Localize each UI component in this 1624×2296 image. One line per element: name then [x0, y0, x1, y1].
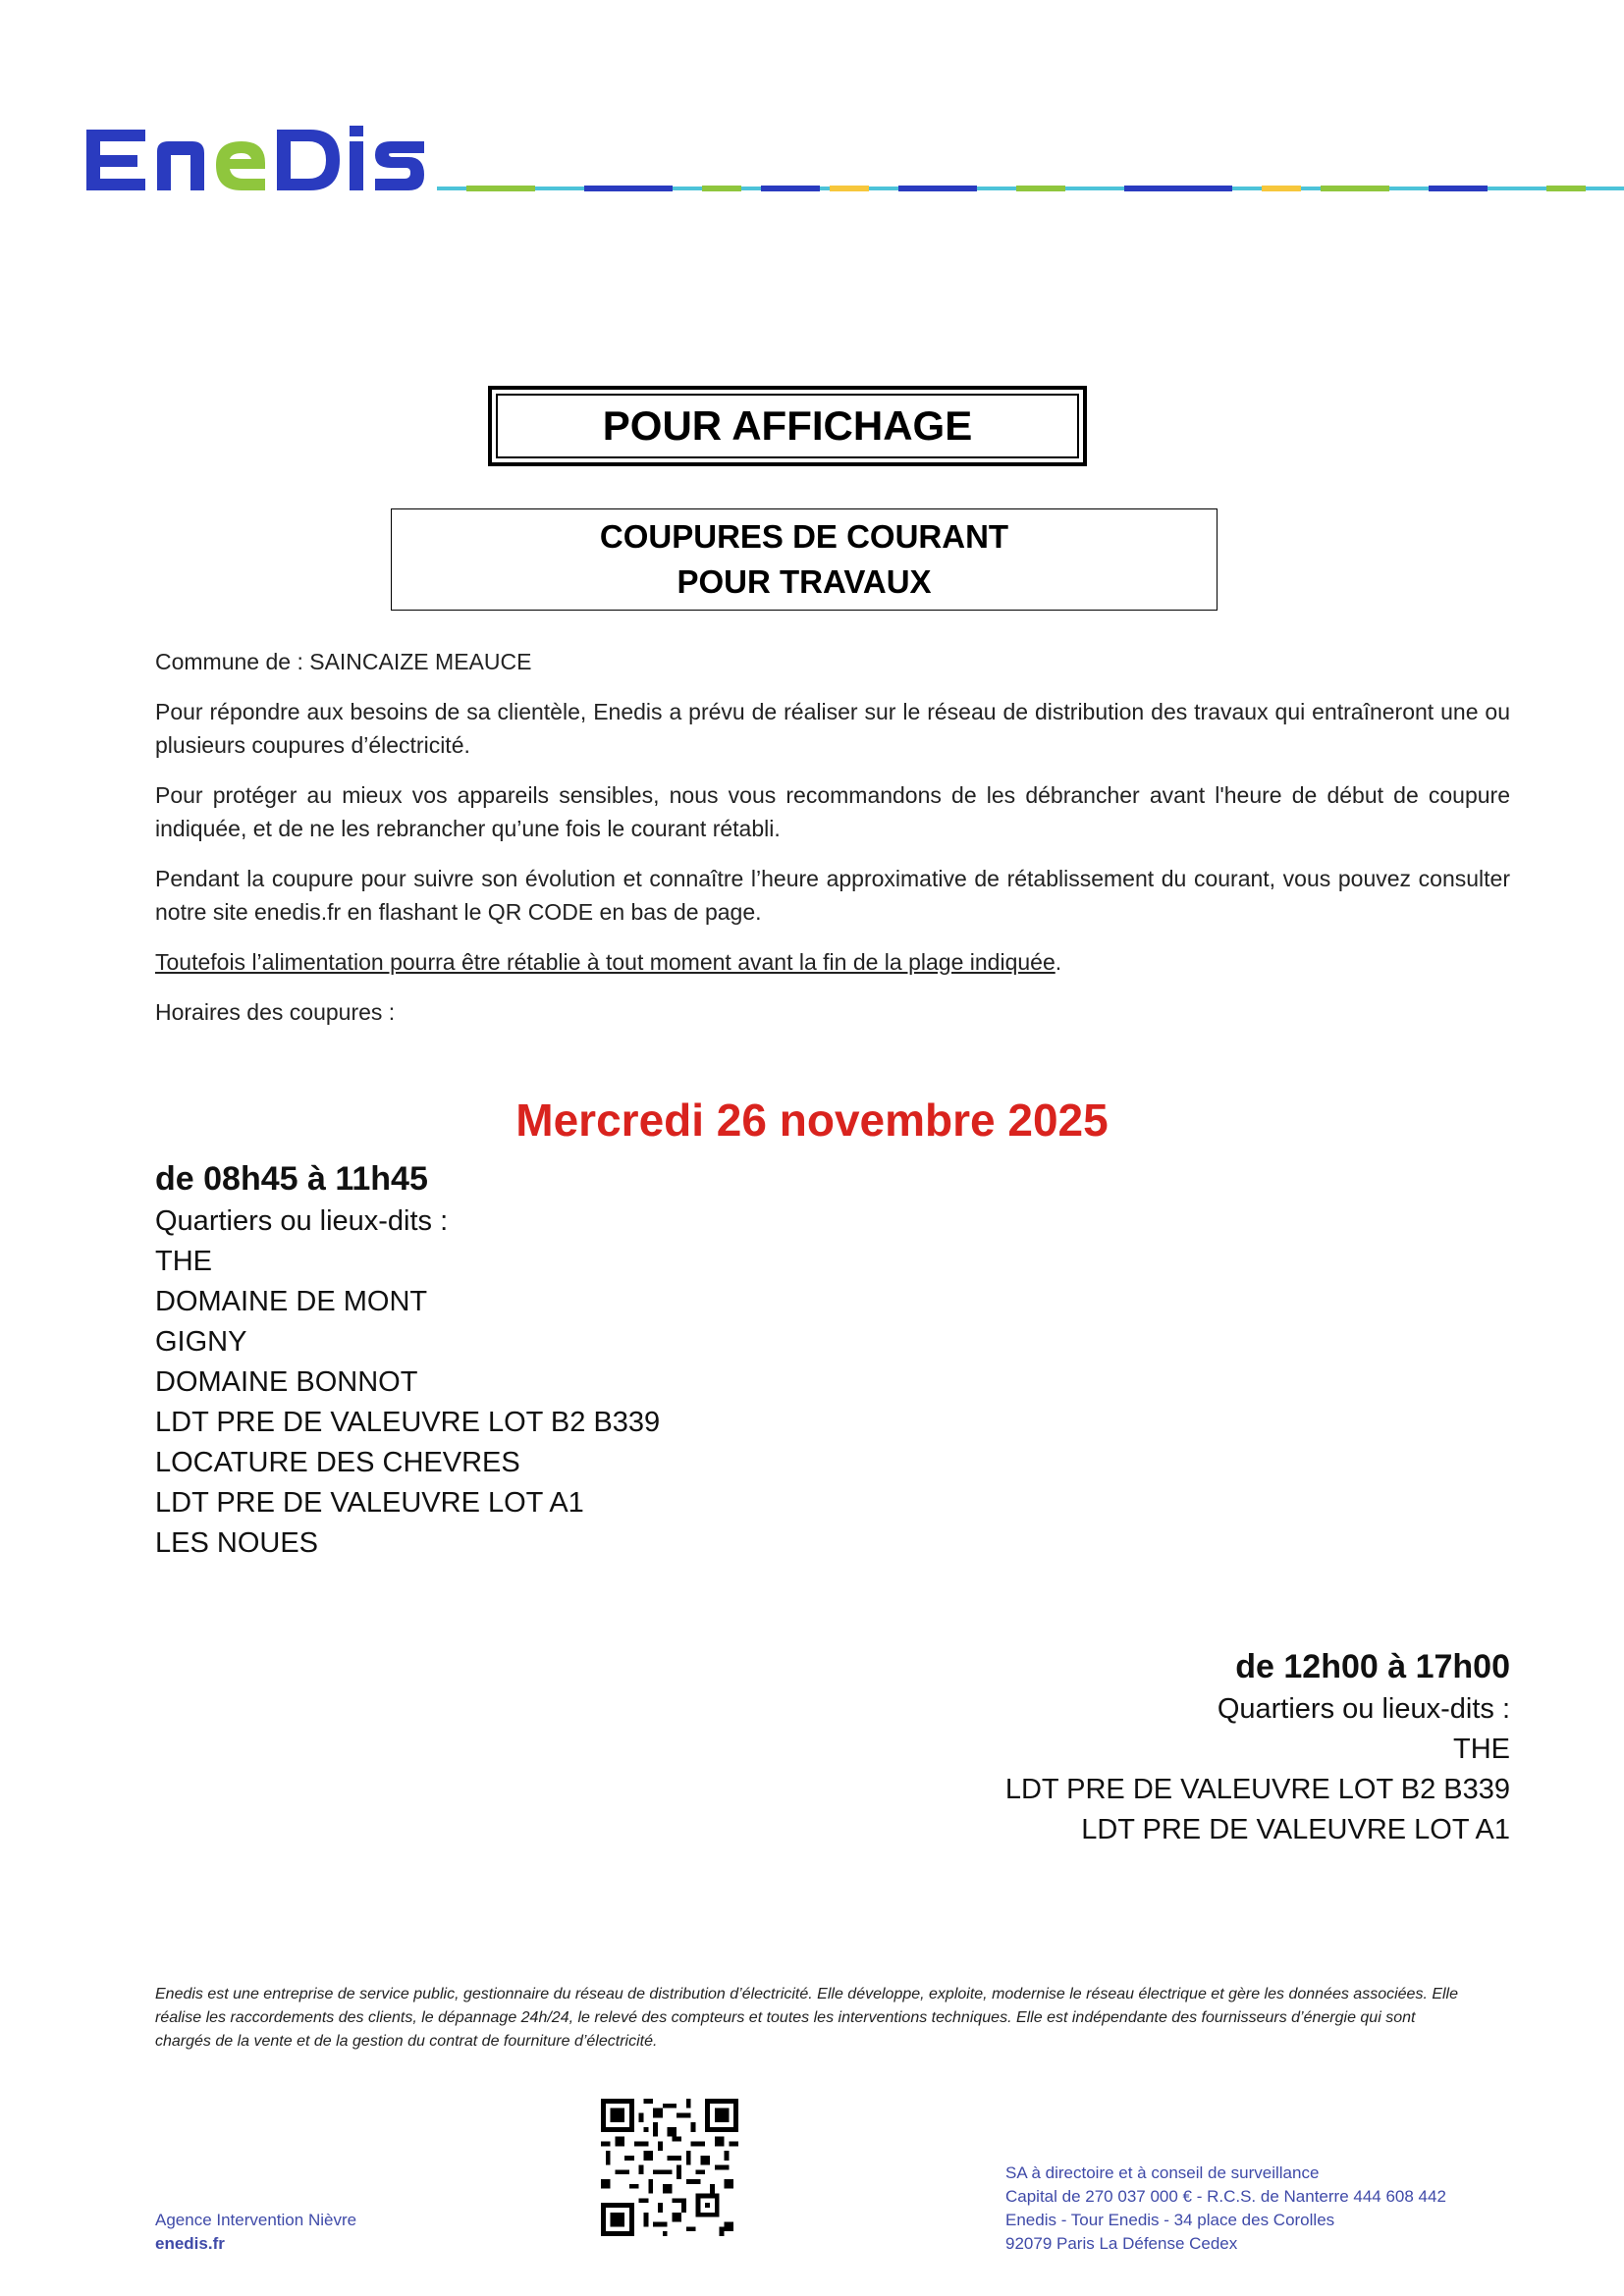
place-item: DOMAINE BONNOT: [155, 1366, 418, 1398]
agency-block: [155, 2209, 356, 2256]
qr-code-icon[interactable]: [601, 2099, 738, 2236]
places-list: [1005, 1730, 1510, 1850]
warning-underlined: Toutefois l’alimentation pourra être rétablie à tout moment avant la fin de la plage indiquée: [155, 949, 1056, 975]
horaires-label: Horaires des coupures :: [155, 999, 396, 1025]
paragraph-follow: Pendant la coupure pour suivre son évolution et connaître l’heure approximative de rétablissement du courant, vous pouvez consulter notre site enedis.fr en flashant le QR CODE en bas de page.: [155, 866, 1510, 925]
company-line: SA à directoire et à conseil de surveillance: [1005, 2163, 1320, 2182]
paragraph-intro: Pour répondre aux besoins de sa clientèle, Enedis a prévu de réaliser sur le réseau de distribution des travaux qui entraîneront une ou plusieurs coupures d’électricité.: [155, 699, 1510, 758]
enedis-logo: [79, 116, 432, 204]
coupures-title-line1: COUPURES DE COURANT: [599, 518, 1009, 555]
warning-period: .: [1055, 949, 1062, 975]
slot-time: de 12h00 à 17h00: [1235, 1648, 1510, 1685]
place-item: LDT PRE DE VALEUVRE LOT A1: [1081, 1814, 1510, 1845]
slot-time: de 08h45 à 11h45: [155, 1160, 428, 1198]
pour-affichage-box: [488, 386, 1087, 466]
company-line: Capital de 270 037 000 € - R.C.S. de Nanterre 444 608 442: [1005, 2187, 1446, 2206]
commune-line: Commune de : SAINCAIZE MEAUCE: [155, 649, 532, 674]
paragraph-warning: [155, 945, 1510, 979]
slot-morning: [155, 1156, 660, 1564]
place-item: LDT PRE DE VALEUVRE LOT A1: [155, 1487, 584, 1519]
coupures-title-line2: POUR TRAVAUX: [677, 563, 932, 600]
places-list: [155, 1242, 660, 1564]
place-item: LDT PRE DE VALEUVRE LOT B2 B339: [155, 1407, 661, 1438]
slot-afternoon: [1005, 1644, 1510, 1850]
legal-notice: Enedis est une entreprise de service public, gestionnaire du réseau de distribution d’électricité. Elle développe, exploite, modernise le réseau électrique et gère les données associées. Elle réalise les raccordements des clients, le dépannage 24h/24, le relevé des compteurs et toutes les interventions techniques. Elle est indépendante des fournisseurs d’énergie qui sont chargés de la vente et de la gestion du contrat de fourniture d’électricité.: [155, 1986, 1459, 2050]
slot-label: Quartiers ou lieux-dits :: [155, 1205, 449, 1237]
coupures-title-box: [391, 508, 1218, 611]
place-item: LES NOUES: [155, 1527, 318, 1559]
place-item: LOCATURE DES CHEVRES: [155, 1447, 520, 1478]
company-info: [1005, 2162, 1446, 2256]
place-item: GIGNY: [155, 1326, 247, 1358]
place-item: THE: [1453, 1734, 1510, 1765]
company-line: 92079 Paris La Défense Cedex: [1005, 2234, 1238, 2253]
place-item: LDT PRE DE VALEUVRE LOT B2 B339: [1004, 1774, 1510, 1805]
paragraph-appliances: Pour protéger au mieux vos appareils sensibles, nous vous recommandons de les débrancher avant l'heure de début de coupure indiquée, et de ne les rebrancher qu’une fois le courant rétabli.: [155, 782, 1510, 841]
agency-name: Agence Intervention Nièvre: [155, 2211, 357, 2229]
website-link[interactable]: enedis.fr: [155, 2234, 225, 2253]
place-item: DOMAINE DE MONT: [155, 1286, 428, 1317]
brand-color-line: [437, 185, 1624, 192]
pour-affichage-title: POUR AFFICHAGE: [496, 394, 1079, 458]
company-line: Enedis - Tour Enedis - 34 place des Corolles: [1005, 2211, 1335, 2229]
slot-label: Quartiers ou lieux-dits :: [1217, 1693, 1510, 1725]
outage-date: Mercredi 26 novembre 2025: [515, 1095, 1109, 1146]
place-item: THE: [155, 1246, 212, 1277]
